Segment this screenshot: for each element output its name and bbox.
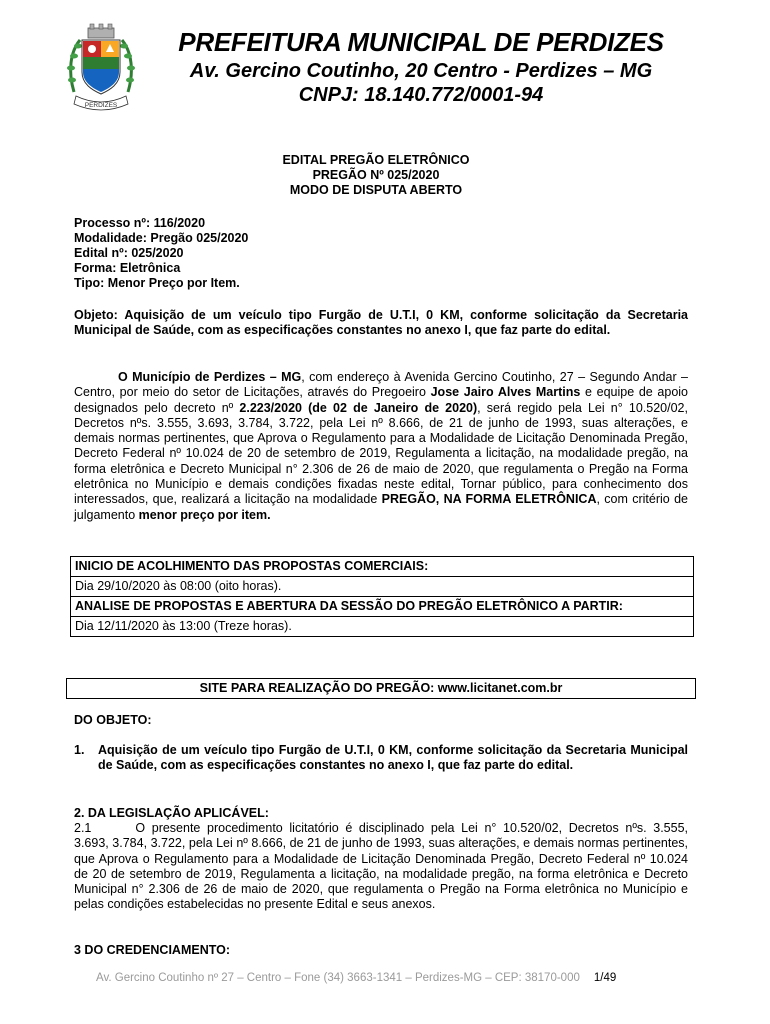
process-info: [74, 216, 694, 291]
title-line-3: MODO DE DISPUTA ABERTO: [289, 183, 463, 197]
judgement-criterion: menor preço por item.: [138, 507, 271, 522]
info-processo: Processo nº: 116/2020: [74, 216, 206, 230]
info-forma: Forma: Eletrônica: [74, 261, 181, 275]
schedule-box: [70, 556, 694, 637]
modality-name: PREGÃO, NA FORMA ELETRÔNICA: [381, 492, 597, 507]
info-modalidade: Modalidade: Pregão 025/2020: [74, 231, 249, 245]
header-title: PREFEITURA MUNICIPAL DE PERDIZES: [178, 27, 664, 57]
intro-text-c: , será regido pela Lei n° 10.520/02, Decretos nºs. 3.555, 3.693, 3.784, 3.722, pela Lei nº 8.666, de 21 de junho de 1993, suas alterações, e demais normas pertinentes, que Aprova o Regulamento para a Modalidade de Licitação Denominada Pregão, Decreto Federal nº 10.024 de 20 de setembro de 2019, Regulamenta a licitação, na modalidade pregão, na forma eletrônica e Decreto Municipal n° 2.306 de 26 de maio de 2020, que regulamenta o Pregão na Forma eletrônica no Município e demais condições fixadas neste edital, Tornar público, para conhecimento dos interessados, que, realizará a licitação na modalidade: [74, 400, 688, 507]
intro-text-a: , com endereço à Avenida Gercino Coutinho, 27 – Segundo Andar – Centro, por meio do setor de Licitações, através do Pregoeiro: [74, 370, 688, 400]
clause-number: 2.1: [74, 821, 92, 835]
page-number: 1/49: [593, 972, 617, 984]
clause-text: O presente procedimento licitatório é disciplinado pela Lei n° 10.520/02, Decretos nºs. 3.555, 3.693, 3.784, 3.722, pela Lei nº 8.666, de 21 de junho de 1993, suas alterações, e demais normas pertinentes, que Aprova o Regulamento para a Modalidade de Licitação Denominada Pregão, Decreto Federal nº 10.024 de 20 de setembro de 2019, Regulamenta a licitação, na modalidade pregão, na forma eletrônica e Decreto Municipal n° 2.306 de 26 de maio de 2020, que regulamenta o Pregão na Forma eletrônica no Município e pelas condições estabelecidas no presente Edital e seus anexos.: [74, 821, 688, 912]
pregoeiro-name: Jose Jairo Alves Martins: [430, 385, 581, 400]
section-do-objeto: DO OBJETO:: [74, 713, 152, 727]
legislacao-paragraph: [74, 821, 688, 913]
title-line-1: EDITAL PREGÃO ELETRÔNICO: [282, 153, 470, 167]
header-address: Av. Gercino Coutinho, 20 Centro - Perdizes – MG: [189, 60, 653, 82]
title-line-2: PREGÃO Nº 025/2020: [312, 168, 440, 182]
item-number: 1.: [74, 743, 85, 757]
item-text: Aquisição de um veículo tipo Furgão de U.T.I, 0 KM, conforme solicitação da Secretaria Municipal de Saúde, com as especificações constantes no anexo I, que faz parte do edital.: [98, 743, 688, 773]
document-title: [66, 153, 686, 198]
municipal-crest-icon: [66, 22, 136, 114]
letterhead: [66, 22, 706, 117]
municipality-name: O Município de Perdizes – MG: [118, 370, 302, 384]
objeto-item-1: [74, 743, 688, 774]
schedule-value-1: Dia 29/10/2020 às 08:00 (oito horas).: [71, 577, 693, 597]
schedule-value-2: Dia 12/11/2020 às 13:00 (Treze horas).: [75, 619, 292, 633]
section-legislacao: 2. DA LEGISLAÇÃO APLICÁVEL:: [74, 806, 269, 820]
section-credenciamento: 3 DO CREDENCIAMENTO:: [74, 943, 231, 957]
site-box: SITE PARA REALIZAÇÃO DO PREGÃO: www.licitanet.com.br: [66, 678, 696, 699]
header-cnpj: CNPJ: 18.140.772/0001-94: [298, 84, 544, 106]
schedule-heading-2: ANALISE DE PROPOSTAS E ABERTURA DA SESSÃO DO PREGÃO ELETRÔNICO A PARTIR:: [71, 597, 693, 617]
page-footer: [96, 972, 696, 984]
objeto-paragraph: Objeto: Aquisição de um veículo tipo Furgão de U.T.I, 0 KM, conforme solicitação da Secretaria Municipal de Saúde, com as especificações constantes no anexo I, que faz parte do edital.: [74, 308, 688, 338]
footer-address: Av. Gercino Coutinho nº 27 – Centro – Fone (34) 3663-1341 – Perdizes-MG – CEP: 38170-000: [96, 972, 580, 984]
decree-reference: 2.223/2020 (de 02 de Janeiro de 2020): [239, 400, 478, 415]
crest-ribbon-text: PERDIZES: [84, 102, 118, 109]
info-edital: Edital nº: 025/2020: [74, 246, 184, 260]
intro-paragraph: [74, 370, 688, 523]
info-tipo: Tipo: Menor Preço por Item.: [74, 276, 240, 290]
intro-text-b: e equipe de apoio designados pelo decreto nº: [74, 385, 688, 415]
schedule-heading-1: INICIO DE ACOLHIMENTO DAS PROPOSTAS COMERCIAIS:: [71, 557, 693, 577]
intro-text-d: , com critério de julgamento: [74, 492, 688, 522]
